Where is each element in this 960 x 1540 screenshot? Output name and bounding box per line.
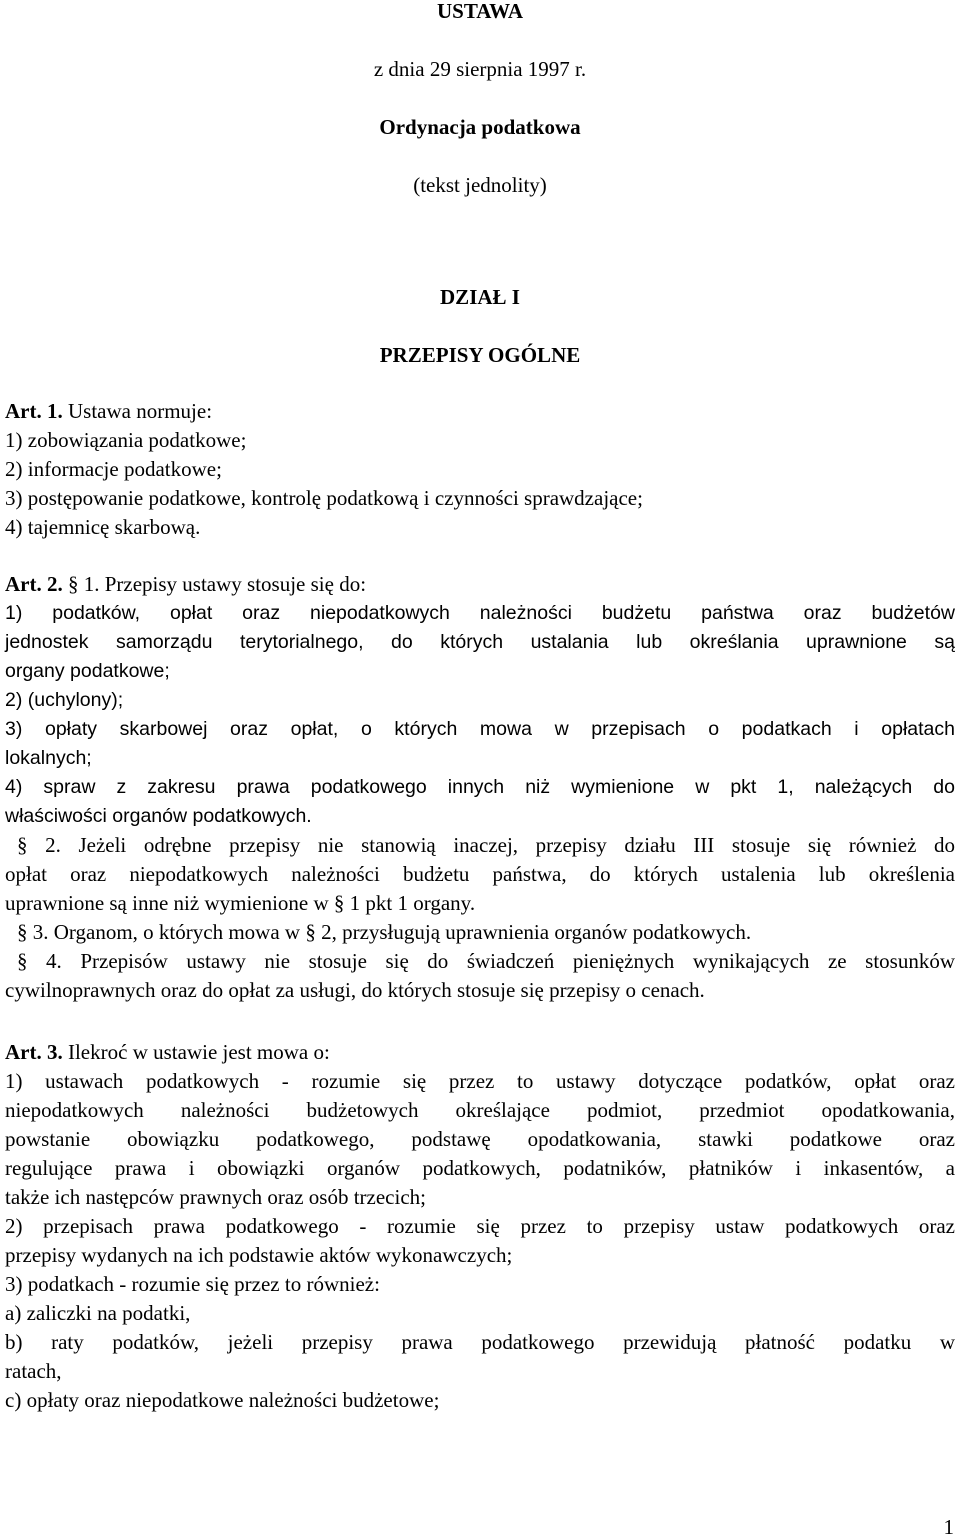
text-line: lokalnych; bbox=[5, 747, 92, 769]
text-line: § 2. Jeżeli odrębne przepisy nie stanowią inaczej, przepisy działu III stosuje się również do bbox=[17, 833, 955, 857]
text-line: jednostek samorządu terytorialnego, do których ustalania lub określania uprawnione są bbox=[5, 631, 955, 653]
act-title: USTAWA bbox=[437, 0, 523, 23]
division-title: PRZEPISY OGÓLNE bbox=[379, 343, 581, 367]
article-1 bbox=[5, 397, 955, 542]
text-line: powstanie obowiązku podatkowego, podstawę opodatkowania, stawki podatkowe oraz bbox=[5, 1127, 955, 1151]
article-1-label: Art. 1. bbox=[5, 399, 63, 423]
article-3-label: Art. 3. bbox=[5, 1040, 63, 1064]
text-line: także ich następców prawnych oraz osób trzecich; bbox=[5, 1185, 426, 1209]
article-2-section-1 bbox=[5, 599, 955, 831]
article-1-item: 3) postępowanie podatkowe, kontrolę podatkową i czynności sprawdzające; bbox=[5, 486, 643, 510]
article-2 bbox=[5, 570, 955, 1005]
article-2-section-2 bbox=[5, 831, 955, 918]
text-line: § 4. Przepisów ustawy nie stosuje się do świadczeń pieniężnych wynikających ze stosunków bbox=[17, 949, 955, 973]
article-2-section-3: § 3. Organom, o których mowa w § 2, przysługują uprawnienia organów podatkowych. bbox=[17, 920, 752, 944]
text-line: a) zaliczki na podatki, bbox=[5, 1301, 191, 1325]
act-note: (tekst jednolity) bbox=[413, 173, 547, 197]
text-line: opłat oraz niepodatkowych należności budżetu państwa, do których ustalenia lub określenia bbox=[5, 862, 955, 886]
text-line: regulujące prawa i obowiązki organów podatkowych, podatników, płatników i inkasentów, a bbox=[5, 1156, 955, 1180]
article-2-section-4 bbox=[5, 947, 955, 1005]
act-date: z dnia 29 sierpnia 1997 r. bbox=[373, 57, 587, 81]
text-line: 2) (uchylony); bbox=[5, 689, 124, 711]
article-1-item: 4) tajemnicę skarbową. bbox=[5, 515, 201, 539]
act-name: Ordynacja podatkowa bbox=[379, 115, 581, 139]
text-line: niepodatkowych należności budżetowych określające podmiot, przedmiot opodatkowania, bbox=[5, 1098, 955, 1122]
text-line: 1) podatków, opłat oraz niepodatkowych należności budżetu państwa oraz budżetów bbox=[5, 602, 955, 624]
text-line: 4) spraw z zakresu prawa podatkowego innych niż wymienione w pkt 1, należących do bbox=[5, 776, 955, 798]
text-line: ratach, bbox=[5, 1359, 62, 1383]
article-1-item: 2) informacje podatkowe; bbox=[5, 457, 222, 481]
article-3-intro: Ilekroć w ustawie jest mowa o: bbox=[62, 1040, 330, 1064]
text-line: c) opłaty oraz niepodatkowe należności budżetowe; bbox=[5, 1388, 440, 1412]
text-line: 3) podatkach - rozumie się przez to również: bbox=[5, 1272, 380, 1296]
division-heading: DZIAŁ I bbox=[440, 285, 520, 309]
text-line: 2) przepisach prawa podatkowego - rozumie się przez to przepisy ustaw podatkowych oraz bbox=[5, 1214, 955, 1238]
text-line: cywilnoprawnych oraz do opłat za usługi, do których stosuje się przepisy o cenach. bbox=[5, 978, 705, 1002]
page-number: 1 bbox=[943, 1515, 954, 1539]
article-2-intro: § 1. Przepisy ustawy stosuje się do: bbox=[62, 572, 367, 596]
text-line: uprawnione są inne niż wymienione w § 1 pkt 1 organy. bbox=[5, 891, 476, 915]
text-line: 3) opłaty skarbowej oraz opłat, o których mowa w przepisach o podatkach i opłatach bbox=[5, 718, 955, 740]
article-1-intro: Ustawa normuje: bbox=[62, 399, 213, 423]
article-3 bbox=[5, 1038, 955, 1415]
article-1-item: 1) zobowiązania podatkowe; bbox=[5, 428, 247, 452]
text-line: 1) ustawach podatkowych - rozumie się przez to ustawy dotyczące podatków, opłat oraz bbox=[5, 1069, 955, 1093]
text-line: organy podatkowe; bbox=[5, 660, 170, 682]
text-line: właściwości organów podatkowych. bbox=[5, 805, 312, 827]
article-2-label: Art. 2. bbox=[5, 572, 63, 596]
text-line: b) raty podatków, jeżeli przepisy prawa podatkowego przewidują płatność podatku w bbox=[5, 1330, 955, 1354]
text-line: przepisy wydanych na ich podstawie aktów wykonawczych; bbox=[5, 1243, 513, 1267]
